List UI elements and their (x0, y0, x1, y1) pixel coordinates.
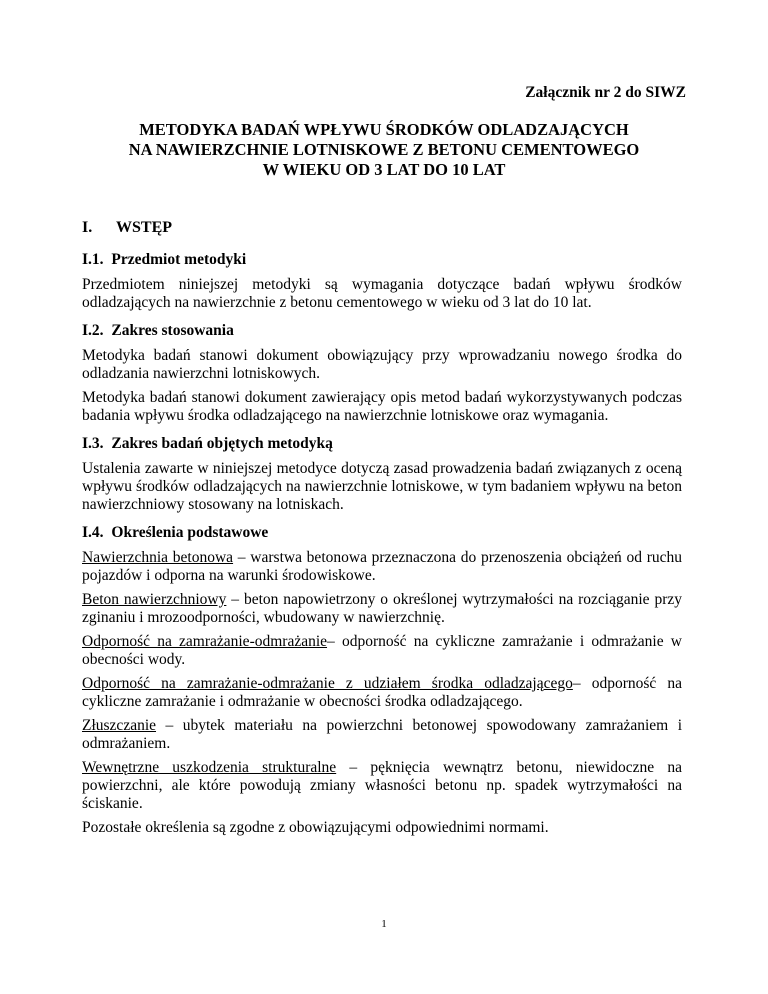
definition-term: Nawierzchnia betonowa (82, 549, 234, 566)
definition-text: – warstwa betonowa przeznaczona do przenoszenia obciążeń od ruchu pojazdów i odporna na warunki środowiskowe. (82, 549, 682, 584)
title-line-1: METODYKA BADAŃ WPŁYWU ŚRODKÓW ODLADZAJĄCYCH (139, 120, 629, 139)
subsection-heading-definitions (82, 524, 682, 542)
definition-paragraph (82, 717, 682, 753)
paragraph-tests-range: Ustalenia zawarte w niniejszej metodyce dotyczą zasad prowadzenia badań związanych z oceną wpływu środków odladzających na nawierzchnie lotniskowe, w tym badaniem wpływu na beton nawierzchniowy stosowany na lotniskach. (82, 460, 682, 513)
definition-term: Odporność na zamrażanie-odmrażanie z udziałem środka odladzającego (82, 675, 573, 692)
section-number: I. (82, 219, 93, 236)
definition-paragraph (82, 549, 682, 585)
document-body (82, 219, 682, 847)
definition-paragraph (82, 633, 682, 669)
subsection-number: I.4. (82, 524, 104, 541)
subsection-number: I.1. (82, 251, 104, 268)
definition-term: Beton nawierzchniowy (82, 591, 227, 608)
subsection-heading-tests-range (82, 435, 682, 453)
title-line-2: NA NAWIERZCHNIE LOTNISKOWE Z BETONU CEMENTOWEGO (128, 140, 640, 159)
subsection-title: Zakres badań objętych metodyką (111, 435, 333, 452)
definition-paragraph (82, 675, 682, 711)
definition-term: Odporność na zamrażanie-odmrażanie (82, 633, 328, 650)
subsection-title: Zakres stosowania (111, 322, 234, 339)
paragraph-scope-2: Metodyka badań stanowi dokument zawierający opis metod badań wykorzystywanych podczas badania wpływu środka odladzającego na nawierzchnie lotniskowe oraz wymagania. (82, 389, 682, 424)
subsection-title: Określenia podstawowe (111, 524, 269, 541)
subsection-heading-scope (82, 322, 682, 340)
annex-label: Załącznik nr 2 do SIWZ (525, 84, 686, 101)
definition-text: – ubytek materiału na powierzchni betonowej spowodowany zamrażaniem i odmrażaniem. (82, 717, 682, 752)
subsection-number: I.2. (82, 322, 104, 339)
subsection-heading-subject (82, 251, 682, 269)
paragraph-scope-1: Metodyka badań stanowi dokument obowiązujący przy wprowadzaniu nowego środka do odladzania nawierzchni lotniskowych. (82, 347, 682, 382)
definition-text: – odporność na cykliczne zamrażanie i odmrażanie w obecności środka odladzającego. (82, 675, 682, 710)
section-title: WSTĘP (116, 219, 173, 236)
subsection-number: I.3. (82, 435, 104, 452)
definition-text: – pęknięcia wewnątrz betonu, niewidoczne na powierzchni, ale które powodują zmiany własności betonu np. spadek wytrzymałości na ściskanie. (82, 759, 682, 812)
document-title (80, 120, 688, 180)
section-heading-intro (82, 219, 682, 237)
definition-text: – beton napowietrzony o określonej wytrzymałości na rozciąganie przy zginaniu i mrozoodporności, wbudowany w nawierzchnię. (82, 591, 682, 626)
paragraph-subject: Przedmiotem niniejszej metodyki są wymagania dotyczące badań wpływu środków odladzających na nawierzchnie z betonu cementowego w wieku od 3 lat do 10 lat. (82, 276, 682, 311)
subsection-title: Przedmiot metodyki (111, 251, 247, 268)
paragraph-closing: Pozostałe określenia są zgodne z obowiązującymi odpowiednimi normami. (82, 819, 549, 836)
definition-paragraph (82, 759, 682, 813)
definition-text: – odporność na cykliczne zamrażanie i odmrażanie w obecności wody. (82, 633, 682, 668)
title-line-3: W WIEKU OD 3 LAT DO 10 LAT (262, 160, 506, 179)
definition-paragraph (82, 591, 682, 627)
definition-term: Złuszczanie (82, 717, 157, 734)
page-number: 1 (381, 918, 387, 930)
definition-term: Wewnętrzne uszkodzenia strukturalne (82, 759, 337, 776)
